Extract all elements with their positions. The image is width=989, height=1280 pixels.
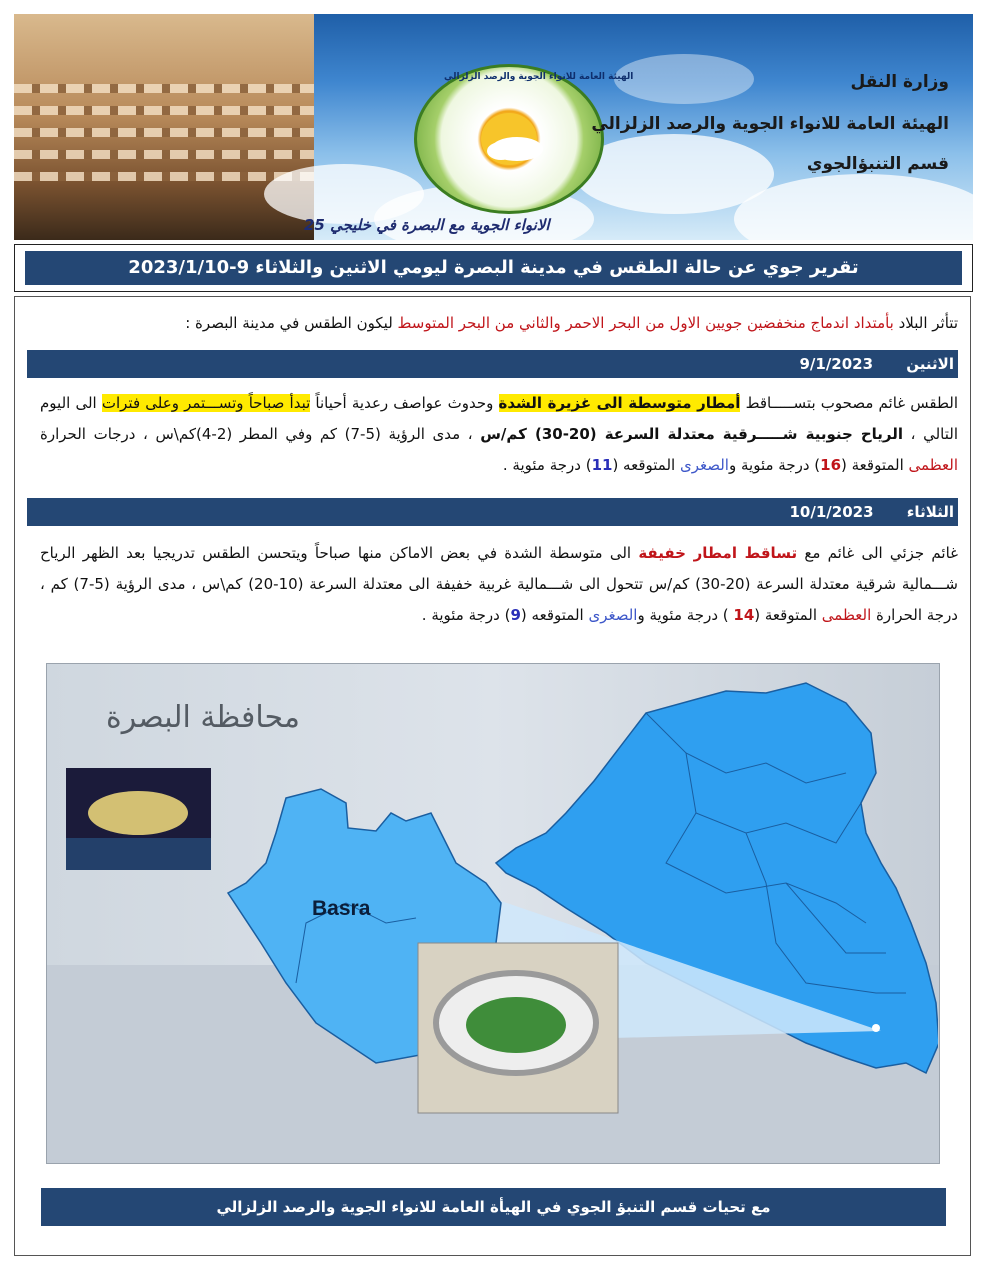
intro-paragraph: [40, 308, 958, 339]
basra-point: [872, 1024, 880, 1032]
tuesday-day: الثلاثاء: [906, 503, 954, 521]
banner-caption: الانواء الجوية مع البصرة في خليجي 25: [304, 216, 550, 234]
intro-text-end: ليكون الطقس في مدينة البصرة :: [185, 314, 398, 332]
tuesday-text: غائم جزئي الى غائم مع: [797, 544, 958, 562]
intro-text: تتأثر البلاد: [893, 314, 958, 332]
monday-bar: [27, 350, 958, 378]
tuesday-text: ) درجة مئوية و: [637, 606, 734, 624]
tuesday-date: 10/1/2023: [789, 503, 874, 521]
monday-highlight: تبدأ صباحاً وتســـتمر وعلى فترات: [101, 394, 311, 412]
monday-text: المتوقعه (: [612, 456, 680, 474]
monday-text: المتوقعة (: [841, 456, 909, 474]
header-banner: [14, 14, 973, 240]
authority-name: الهيئة العامة للانواء الجوية والرصد الزلزالي: [591, 114, 949, 134]
monday-forecast: [40, 388, 958, 481]
tuesday-text: الى متوسطة الشدة في بعض الاماكن منها صباحاً ويتحسن الطقس تدريجيا بعد الظهر الرياح شـــمالية شرقية معتدلة السرعة (20-30) كم/س تتحول الى شـــمالية غربية خفيفة الى معتدلة السرعة (10-20) كم\س ، مدى الرؤية (5-7) كم ، درجة الحرارة: [40, 544, 959, 624]
tuesday-text: المتوقعه (: [520, 606, 589, 624]
intro-depressions: بأمتداد اندماج منخفضين جويين الاول من البحر الاحمر والثاني من البحر المتوسط: [397, 314, 894, 332]
monday-date: 9/1/2023: [799, 355, 874, 373]
report-title: تقرير جوي عن حالة الطقس في مدينة البصرة ليومي الاثنين والثلاثاء 9-2023/1/10: [25, 251, 962, 285]
monday-min-temp: 11: [591, 456, 613, 474]
tuesday-min-label: الصغرى: [588, 606, 638, 624]
tuesday-rain: تساقط امطار خفيفة: [638, 544, 798, 562]
monday-text: ، مدى الرؤية (5-7) كم وفي المطر (2-4)كم\س ، درجات الحرارة: [40, 425, 481, 443]
footer-greeting: مع تحيات قسم التنبؤ الجوي في الهيأة العامة للانواء الجوية والرصد الزلزالي: [41, 1188, 946, 1226]
monday-text: الطقس غائم مصحوب بتســـــاقط: [740, 394, 959, 412]
department-name: قسم التنبؤالجوي: [806, 154, 949, 174]
stadium-photo: [14, 14, 314, 240]
title-frame: [14, 244, 973, 292]
ministry-name: وزارة النقل: [850, 72, 949, 92]
monday-max-label: العظمى: [908, 456, 958, 474]
province-label: محافظة البصرة: [106, 700, 300, 735]
city-label: Basra: [312, 897, 371, 920]
tuesday-text: المتوقعة (: [754, 606, 822, 624]
tuesday-min-temp: 9: [510, 606, 521, 624]
tuesday-max-label: العظمى: [821, 606, 872, 624]
sun-cloud-icon: [417, 67, 601, 211]
tuesday-max-temp: 14: [733, 606, 755, 624]
monday-text: ) درجة مئوية .: [502, 456, 592, 474]
monday-text: ) درجة مئوية و: [728, 456, 821, 474]
monday-wind: الرياح جنوبية شـــــرقية معتدلة السرعة (20-30) كم/س: [480, 425, 904, 443]
organization-logo: [414, 64, 604, 214]
monday-day: الاثنين: [906, 355, 954, 373]
monday-max-temp: 16: [820, 456, 842, 474]
logo-text-arabic: الهيئة العامة للانواء الجوية والرصد الزلزالي: [444, 72, 634, 82]
tuesday-bar: [27, 498, 958, 526]
iraq-map-graphic: [46, 663, 938, 1163]
tuesday-text: ) درجة مئوية .: [421, 606, 511, 624]
tuesday-forecast: [40, 538, 958, 631]
monday-min-label: الصغرى: [679, 456, 729, 474]
monday-rain: أمطار متوسطة الى غزيرة الشدة: [498, 394, 741, 412]
monday-text: الى اليوم التالي ،: [40, 394, 958, 443]
monday-text: وحدوث عواصف رعدية أحياناً: [310, 394, 499, 412]
